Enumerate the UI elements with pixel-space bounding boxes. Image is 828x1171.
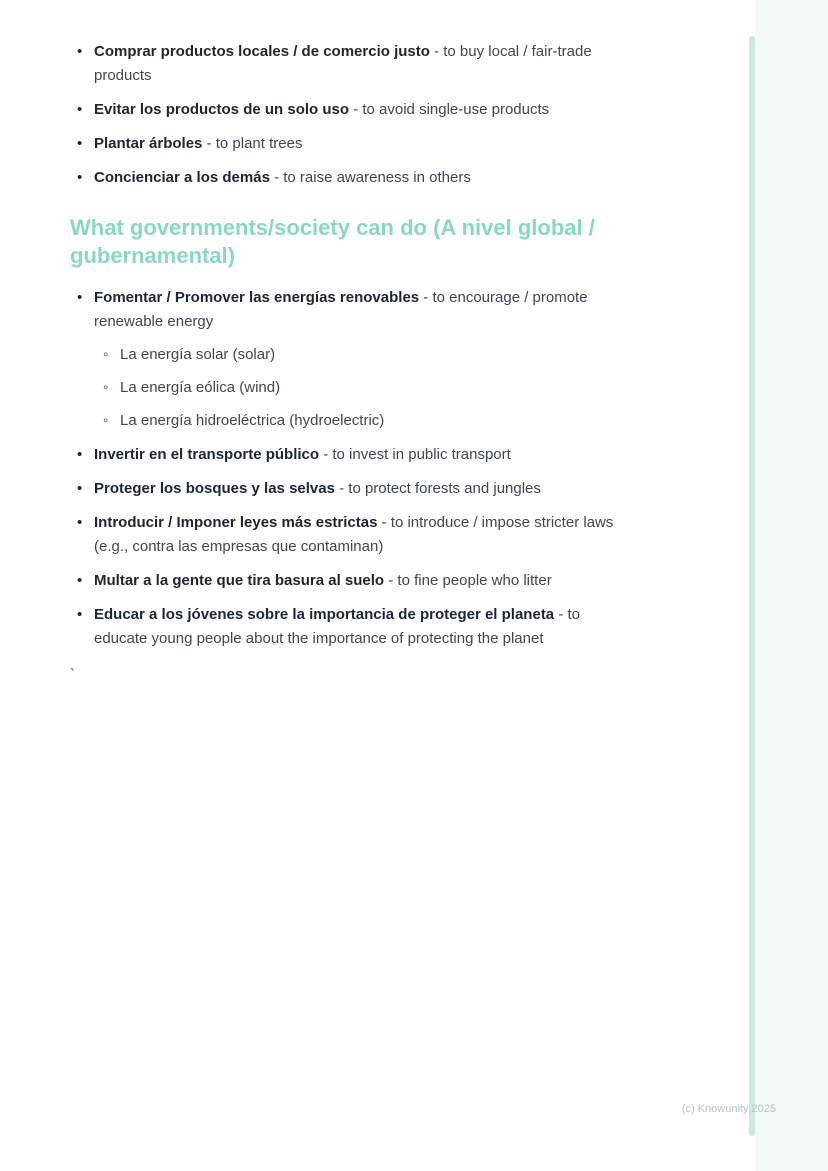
term-es: Proteger los bosques y las selvas [94,480,335,497]
translation-en: - to encourage / promote renewable energy [94,289,588,330]
right-accent-line [749,36,755,1136]
term-es: Introducir / Imponer leyes más estrictas [94,514,378,531]
term-es: Invertir en el transporte público [94,446,320,463]
section-heading-government: What governments/society can do (A nivel global / gubernamental) [70,215,595,268]
stray-backtick: ` [70,666,75,683]
vocab-item [70,477,628,501]
term-es: Fomentar / Promover las energías renovables [94,289,420,306]
vocab-list-individual [70,40,628,190]
footer-credit: (c) Knowunity 2025 [681,1103,776,1115]
vocab-item [70,603,628,651]
vocab-item [70,166,628,190]
translation-en: - to plant trees [202,135,303,152]
translation-en: - to avoid single-use products [349,101,550,118]
page-content [70,40,628,687]
sub-item: ◦ La energía hidroeléctrica (hydroelectric) [94,409,628,433]
translation-en: - to fine people who litter [384,572,552,589]
translation-en: - to introduce / impose stricter laws (e.g., contra las empresas que contaminan) [94,514,614,555]
right-accent-band [755,0,828,1171]
vocab-item [70,40,628,88]
vocab-item [70,511,628,559]
term-es: Plantar árboles [94,135,203,152]
sub-list [94,343,628,433]
term-es: Concienciar a los demás [94,169,270,186]
translation-en: - to educate young people about the importance of protecting the planet [94,606,580,647]
vocab-item [70,98,628,122]
translation-en: - to buy local / fair-trade products [94,43,592,84]
vocab-item [70,286,628,433]
translation-en: - to protect forests and jungles [334,480,541,497]
translation-en: - to invest in public transport [319,446,511,463]
vocab-item [70,569,628,593]
vocab-list-government [70,286,628,651]
term-es: Educar a los jóvenes sobre la importancia de proteger el planeta [94,606,555,623]
term-es: Evitar los productos de un solo uso [94,101,350,118]
term-es: Multar a la gente que tira basura al suelo [94,572,385,589]
sub-item: ◦ La energía solar (solar) [94,343,628,367]
vocab-item [70,443,628,467]
vocab-item [70,132,628,156]
sub-item: ◦ La energía eólica (wind) [94,376,628,400]
term-es: Comprar productos locales / de comercio justo [94,43,430,60]
translation-en: - to raise awareness in others [269,169,471,186]
